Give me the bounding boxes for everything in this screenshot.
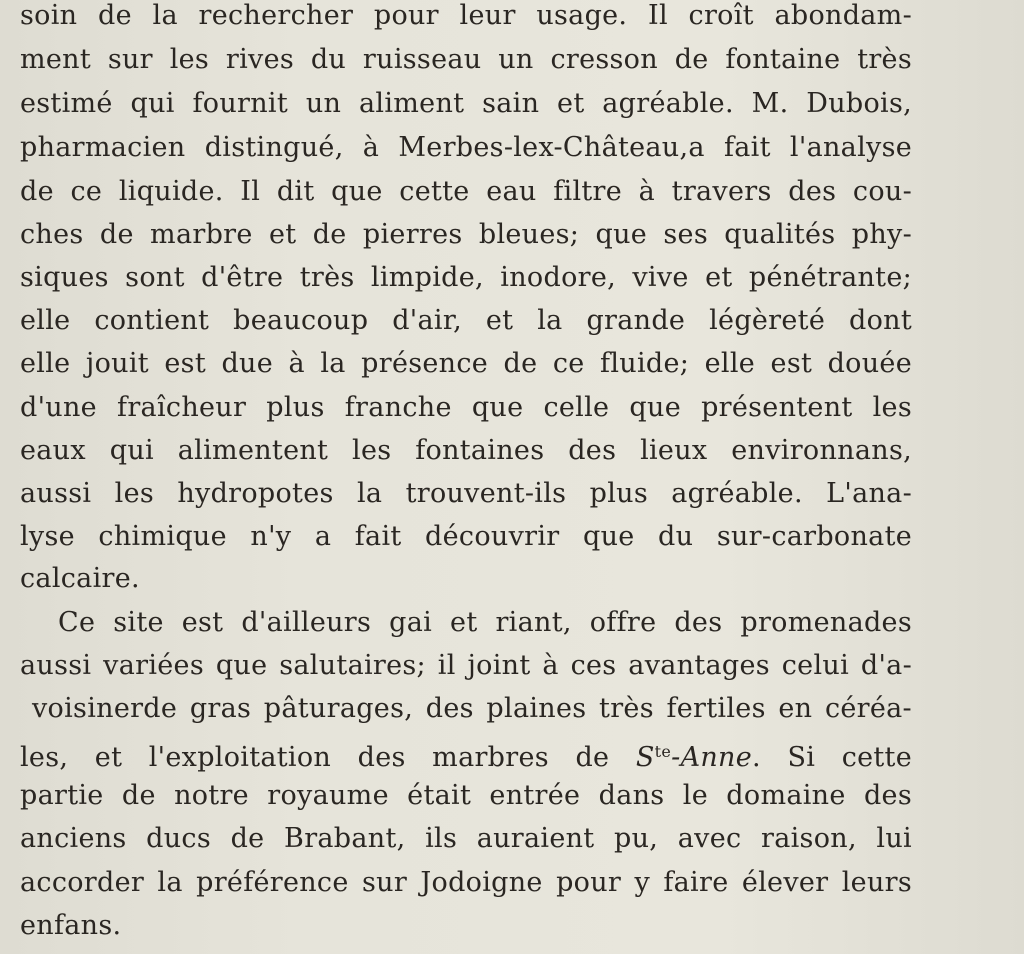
saint-prefix: S	[635, 742, 655, 773]
text-line: siques sont d'être très limpide, inodore, vive et pénétrante;	[20, 262, 912, 293]
text-line: d'une fraîcheur plus franche que celle que présentent les	[20, 392, 912, 423]
text-line: aussi variées que salutaires; il joint à ces avantages celui d'a-	[20, 650, 912, 681]
text-line: soin de la rechercher pour leur usage. Il croît abondam-	[20, 0, 912, 31]
text-line: anciens ducs de Brabant, ils auraient pu, avec raison, lui	[20, 823, 912, 854]
text-line: partie de notre royaume était entrée dans le domaine des	[20, 780, 912, 811]
text-line: estimé qui fournit un aliment sain et agréable. M. Dubois,	[20, 88, 912, 119]
text-line: elle jouit est due à la présence de ce fluide; elle est douée	[20, 348, 912, 379]
text-line: aussi les hydropotes la trouvent-ils plus agréable. L'ana-	[20, 478, 912, 509]
text-line: de ce liquide. Il dit que cette eau filtre à travers des cou-	[20, 176, 912, 207]
text-line: ment sur les rives du ruisseau un cresson de fontaine très	[20, 44, 912, 75]
text-line-sainte-anne	[20, 730, 912, 774]
line-text-before: les, et l'exploitation des marbres de	[20, 742, 636, 773]
paragraph-start-line: Ce site est d'ailleurs gai et riant, offre des promenades	[58, 607, 912, 638]
saint-name: -Anne	[671, 742, 753, 773]
paragraph-end-line: calcaire.	[20, 563, 140, 594]
text-line: ches de marbre et de pierres bleues; que ses qualités phy-	[20, 219, 912, 250]
saint-superscript: te	[654, 742, 672, 761]
text-line: elle contient beaucoup d'air, et la grande légèreté dont	[20, 305, 912, 336]
text-line: accorder la préférence sur Jodoigne pour y faire élever leurs	[20, 867, 912, 898]
paragraph-end-line: enfans.	[20, 910, 122, 941]
text-line: lyse chimique n'y a fait découvrir que du sur-carbonate	[20, 521, 912, 552]
text-line: voisinerde gras pâturages, des plaines très fertiles en céréa-	[32, 693, 912, 724]
text-line: eaux qui alimentent les fontaines des lieux environnans,	[20, 435, 912, 466]
line-text-after: . Si cette	[752, 742, 912, 773]
text-line: pharmacien distingué, à Merbes-lex-Château,a fait l'analyse	[20, 132, 912, 163]
